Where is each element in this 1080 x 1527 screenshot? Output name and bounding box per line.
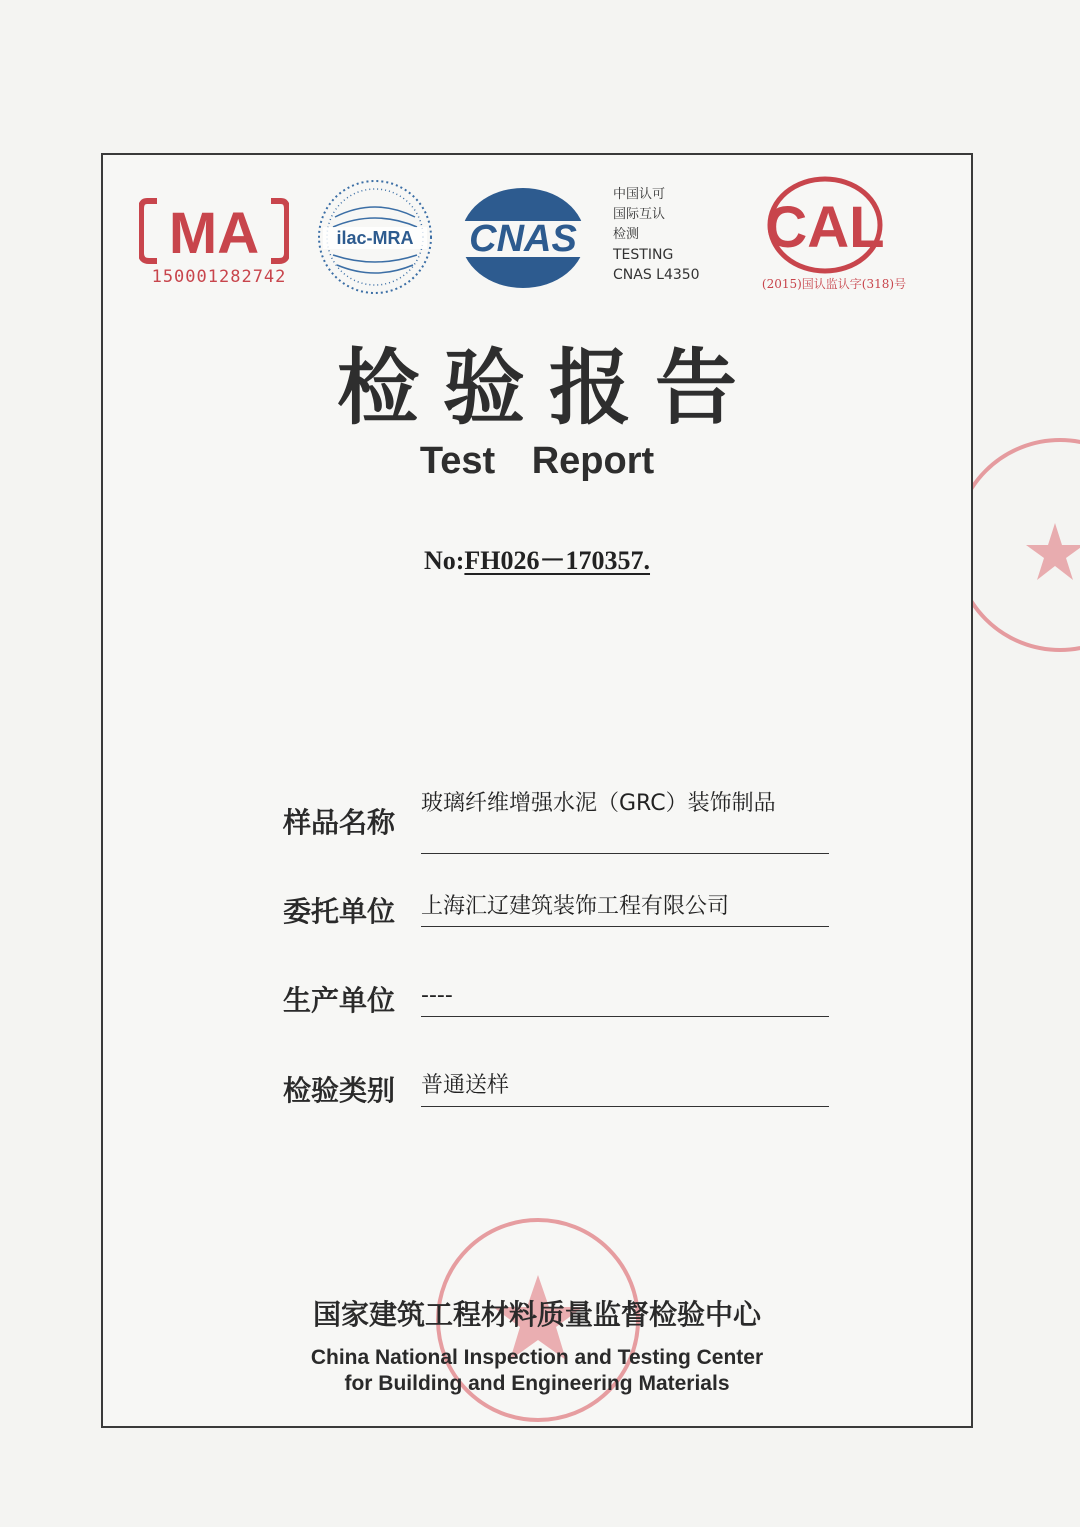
cnas-caption-cn-2: 国际互认 — [613, 207, 666, 222]
cal-logo — [765, 175, 885, 277]
field-underline — [421, 926, 829, 927]
cnas-letters: CNAS — [469, 218, 577, 260]
field-underline — [421, 853, 829, 854]
cnas-caption-cn-1: 中国认可 — [613, 187, 666, 202]
field-manufacturer — [283, 979, 829, 1019]
report-number-label: No: — [423, 546, 465, 575]
ilac-text: ilac-MRA — [336, 228, 414, 248]
organization-name-en — [103, 1345, 971, 1397]
cma-letters: MA — [168, 201, 260, 266]
field-inspection-type — [283, 1069, 829, 1109]
cma-number: 150001282742 — [151, 267, 287, 287]
field-label: 样品名称 — [283, 806, 396, 839]
ilac-mra-logo — [315, 177, 435, 297]
field-value: 上海汇辽建筑装饰工程有限公司 — [421, 894, 730, 919]
field-value: ---- — [421, 983, 453, 1008]
organization-name-en-line1: China National Inspection and Testing Center — [310, 1346, 764, 1369]
accreditation-logos — [103, 155, 971, 315]
cal-caption: (2015)国认监认字(318)号 — [761, 277, 907, 291]
cnas-caption-code: CNAS L4350 — [613, 267, 700, 283]
field-value: 玻璃纤维增强水泥（GRC）装饰制品 — [421, 791, 776, 816]
report-number-value: FH026－170357. — [464, 546, 651, 575]
cnas-caption — [613, 185, 700, 285]
field-label: 检验类别 — [283, 1074, 396, 1107]
cal-letters: CAL — [765, 195, 885, 260]
cnas-caption-testing: TESTING — [613, 247, 674, 263]
field-underline — [421, 1016, 829, 1017]
report-number — [103, 540, 971, 577]
field-sample-name — [283, 787, 829, 857]
page-title-en: Test Report — [419, 440, 655, 482]
cnas-logo — [453, 183, 593, 293]
field-label: 委托单位 — [283, 895, 396, 928]
field-value: 普通送样 — [421, 1073, 510, 1098]
cnas-caption-cn-3: 检测 — [613, 227, 640, 242]
field-label: 生产单位 — [283, 984, 396, 1017]
organization-name-cn: 国家建筑工程材料质量监督检验中心 — [312, 1298, 761, 1331]
field-client — [283, 890, 829, 930]
field-underline — [421, 1106, 829, 1107]
page-title-cn: 检验报告 — [336, 340, 761, 436]
organization-name-en-line2: for Building and Engineering Materials — [344, 1372, 730, 1395]
report-cover-frame — [101, 153, 973, 1428]
